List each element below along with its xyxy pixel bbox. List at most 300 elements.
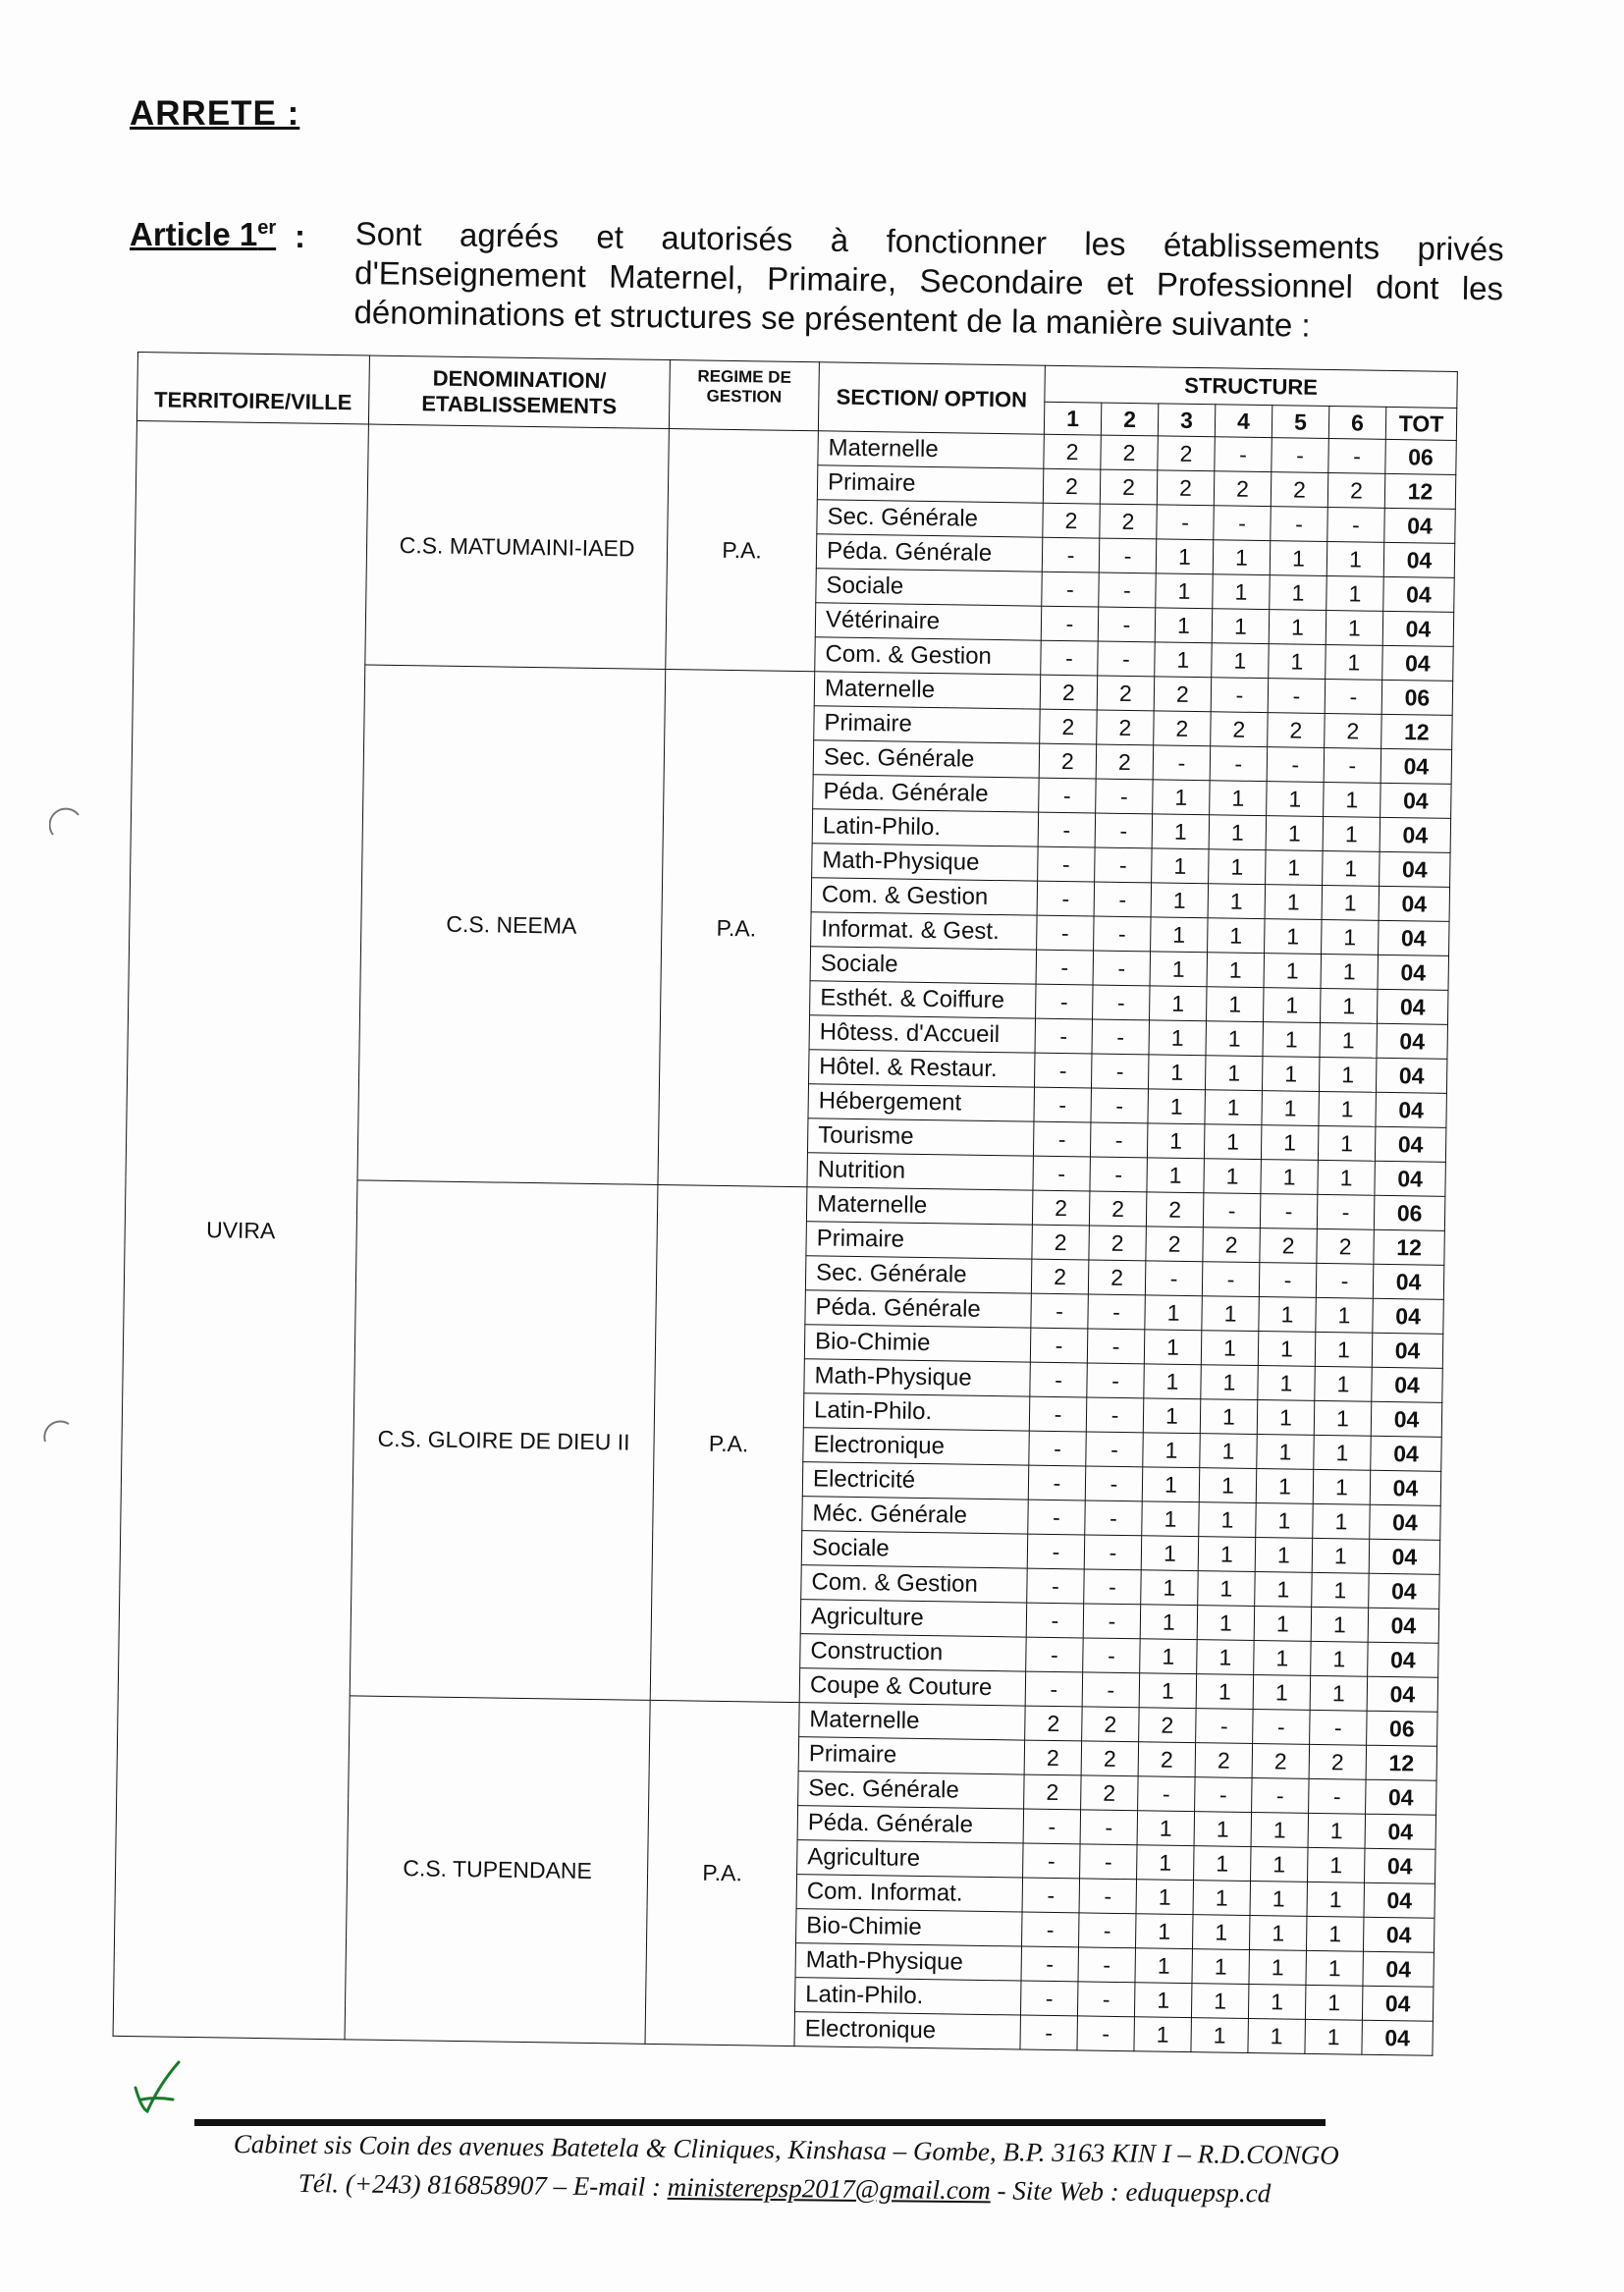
total-cell: 12 xyxy=(1366,1745,1437,1780)
header-regime: REGIME DE GESTION xyxy=(669,360,819,431)
total-cell: 04 xyxy=(1377,989,1448,1024)
structure-cell-3: 1 xyxy=(1142,1501,1200,1537)
total-cell: 04 xyxy=(1384,508,1456,543)
option-cell: Hôtess. d'Accueil xyxy=(809,1015,1035,1053)
structure-cell-2: - xyxy=(1091,1088,1149,1123)
option-cell: Primaire xyxy=(817,465,1043,503)
total-cell: 04 xyxy=(1382,645,1454,681)
structure-cell-4: 1 xyxy=(1200,1434,1258,1469)
structure-cell-2: 2 xyxy=(1089,1226,1147,1261)
structure-cell-2: 2 xyxy=(1096,744,1154,780)
structure-cell-2: - xyxy=(1099,538,1157,573)
structure-cell-2: - xyxy=(1090,1122,1148,1158)
option-cell: Tourisme xyxy=(807,1119,1033,1156)
structure-cell-6: 1 xyxy=(1326,575,1384,611)
structure-cell-3: - xyxy=(1157,505,1215,540)
structure-cell-6: 1 xyxy=(1322,885,1380,920)
structure-cell-4: 1 xyxy=(1204,1124,1262,1160)
option-cell: Agriculture xyxy=(800,1600,1026,1637)
structure-cell-5: 1 xyxy=(1251,1812,1309,1847)
total-cell: 04 xyxy=(1375,1126,1446,1162)
structure-cell-1: 2 xyxy=(1024,1740,1082,1775)
structure-cell-3: 1 xyxy=(1134,1983,1192,2018)
structure-cell-1: 2 xyxy=(1031,1259,1089,1294)
article-colon: : xyxy=(295,218,305,254)
option-cell: Com. & Gestion xyxy=(801,1565,1027,1603)
header-structure: STRUCTURE xyxy=(1045,365,1458,408)
structure-cell-2: 2 xyxy=(1097,710,1155,745)
school-name-cell: C.S. MATUMAINI-IAED xyxy=(365,424,670,670)
structure-cell-4: 1 xyxy=(1194,1846,1252,1882)
structure-cell-2: - xyxy=(1086,1432,1144,1467)
structure-cell-4: 1 xyxy=(1212,609,1270,644)
punch-hole-mark-icon xyxy=(39,1420,73,1453)
structure-cell-3: 1 xyxy=(1135,1948,1193,1984)
structure-cell-3: 1 xyxy=(1153,780,1211,815)
structure-cell-4: 1 xyxy=(1198,1571,1256,1607)
structure-cell-1: - xyxy=(1041,606,1099,641)
structure-cell-3: 1 xyxy=(1143,1398,1201,1434)
option-cell: Construction xyxy=(800,1634,1026,1671)
structure-cell-3: 1 xyxy=(1148,1089,1206,1124)
structure-cell-1: - xyxy=(1023,1809,1081,1844)
option-cell: Sec. Générale xyxy=(805,1256,1031,1293)
structure-cell-5: 1 xyxy=(1262,1057,1320,1092)
structure-cell-4: 1 xyxy=(1193,1881,1251,1916)
total-cell: 04 xyxy=(1373,1298,1444,1334)
school-name-cell: C.S. NEEMA xyxy=(357,665,666,1184)
structure-cell-1: 2 xyxy=(1032,1225,1090,1260)
regime-cell: P.A. xyxy=(666,429,819,672)
total-cell: 04 xyxy=(1380,748,1452,784)
school-name-cell: C.S. TUPENDANE xyxy=(345,1696,650,2045)
structure-cell-1: 2 xyxy=(1032,1190,1090,1226)
structure-cell-2: - xyxy=(1098,607,1156,642)
structure-cell-4: - xyxy=(1203,1193,1261,1228)
structure-cell-1: - xyxy=(1042,572,1100,607)
total-cell: 04 xyxy=(1380,851,1451,887)
option-cell: Math-Physique xyxy=(812,844,1038,881)
header-territoire: TERRITOIRE/VILLE xyxy=(136,353,369,424)
structure-cell-5: 1 xyxy=(1256,1503,1314,1539)
structure-cell-3: 1 xyxy=(1148,1055,1206,1090)
structure-cell-6: 2 xyxy=(1309,1744,1367,1779)
total-cell: 04 xyxy=(1375,1161,1446,1196)
structure-cell-2: - xyxy=(1093,951,1151,986)
structure-cell-2: - xyxy=(1079,1913,1137,1948)
structure-cell-4: 1 xyxy=(1205,1090,1263,1125)
structure-cell-2: - xyxy=(1085,1501,1143,1536)
structure-cell-5: 1 xyxy=(1270,541,1327,576)
punch-hole-mark-icon xyxy=(49,805,82,839)
structure-cell-1: - xyxy=(1027,1534,1085,1569)
structure-cell-1: 2 xyxy=(1040,675,1098,710)
total-cell: 12 xyxy=(1374,1229,1445,1265)
structure-table-wrapper xyxy=(113,352,1458,2056)
structure-cell-2: - xyxy=(1079,1879,1137,1914)
structure-cell-5: 1 xyxy=(1269,644,1326,680)
structure-cell-2: - xyxy=(1094,882,1152,917)
structure-cell-2: - xyxy=(1080,1844,1138,1880)
structure-cell-6: 1 xyxy=(1320,1022,1378,1058)
structure-cell-6: 1 xyxy=(1306,1950,1364,1986)
structure-cell-4: 1 xyxy=(1194,1812,1252,1847)
structure-cell-2: - xyxy=(1083,1638,1141,1673)
structure-cell-6: 1 xyxy=(1308,1813,1366,1848)
total-cell: 04 xyxy=(1373,1264,1444,1299)
footer-contact xyxy=(298,2168,1418,2210)
total-cell: 04 xyxy=(1368,1608,1439,1643)
structure-cell-5: 1 xyxy=(1250,1881,1308,1916)
option-cell: Maternelle xyxy=(818,431,1044,468)
structure-cell-2: - xyxy=(1095,847,1153,883)
option-cell: Primaire xyxy=(798,1737,1024,1774)
structure-cell-4: 2 xyxy=(1195,1743,1253,1778)
footer-divider xyxy=(194,2119,1326,2126)
structure-cell-2: - xyxy=(1086,1397,1144,1433)
structure-cell-6: - xyxy=(1309,1778,1367,1814)
structure-cell-3: 2 xyxy=(1139,1708,1197,1743)
header-col-4: 4 xyxy=(1215,405,1272,438)
structure-cell-3: 1 xyxy=(1152,814,1210,849)
structure-cell-5: 1 xyxy=(1257,1435,1315,1470)
option-cell: Péda. Générale xyxy=(797,1806,1023,1843)
structure-cell-2: 2 xyxy=(1101,435,1159,470)
total-cell: 04 xyxy=(1365,1848,1436,1883)
option-cell: Sec. Générale xyxy=(813,740,1039,778)
structure-cell-1: - xyxy=(1033,1121,1091,1157)
structure-cell-3: - xyxy=(1138,1776,1196,1812)
structure-cell-1: - xyxy=(1038,846,1096,882)
structure-cell-6: 1 xyxy=(1326,644,1383,680)
structure-cell-1: - xyxy=(1037,915,1095,951)
school-name-cell: C.S. GLOIRE DE DIEU II xyxy=(350,1180,658,1700)
option-cell: Maternelle xyxy=(799,1703,1025,1740)
structure-cell-5: 1 xyxy=(1266,816,1324,851)
option-cell: Electricité xyxy=(802,1462,1028,1500)
structure-cell-6: 1 xyxy=(1313,1503,1371,1539)
structure-cell-2: - xyxy=(1087,1363,1145,1398)
structure-cell-1: 2 xyxy=(1024,1774,1082,1810)
footer-address: Cabinet sis Coin des avenues Batetela & Cliniques, Kinshasa – Gombe, B.P. 3163 KIN I – R.D.CONGO xyxy=(233,2129,1339,2170)
structure-cell-4: 1 xyxy=(1197,1640,1255,1675)
structure-cell-6: 1 xyxy=(1320,988,1378,1023)
structure-cell-6: 1 xyxy=(1321,954,1379,989)
total-cell: 04 xyxy=(1380,817,1451,852)
option-cell: Bio-Chimie xyxy=(796,1909,1022,1946)
structure-cell-3: 1 xyxy=(1155,608,1213,643)
total-cell: 04 xyxy=(1366,1779,1437,1815)
article-label xyxy=(130,216,276,253)
structure-cell-4: 1 xyxy=(1200,1399,1258,1435)
option-cell: Maternelle xyxy=(806,1187,1032,1225)
option-cell: Esthét. & Coiffure xyxy=(810,981,1036,1018)
total-cell: 12 xyxy=(1384,473,1456,509)
option-cell: Hôtel. & Restaur. xyxy=(809,1050,1035,1087)
header-col-3: 3 xyxy=(1158,404,1215,437)
structure-cell-1: - xyxy=(1026,1637,1084,1672)
structure-cell-5: 1 xyxy=(1257,1400,1315,1436)
option-cell: Agriculture xyxy=(797,1840,1023,1878)
territoire-cell: UVIRA xyxy=(113,420,368,2039)
structure-cell-4: 1 xyxy=(1191,2018,1249,2053)
header-col-5: 5 xyxy=(1272,406,1328,439)
structure-cell-3: 1 xyxy=(1156,539,1214,574)
structure-cell-3: 1 xyxy=(1137,1811,1195,1846)
structure-cell-3: - xyxy=(1145,1261,1203,1296)
structure-cell-3: 1 xyxy=(1156,573,1214,609)
option-cell: Primaire xyxy=(814,706,1040,743)
option-cell: Sec. Générale xyxy=(817,500,1043,537)
structure-cell-4: 1 xyxy=(1207,953,1265,988)
structure-cell-6: 1 xyxy=(1315,1366,1373,1401)
structure-cell-1: - xyxy=(1042,537,1100,573)
option-cell: Math-Physique xyxy=(804,1359,1030,1396)
structure-cell-5: 1 xyxy=(1264,988,1322,1023)
structure-cell-6: - xyxy=(1325,679,1382,714)
structure-cell-1: - xyxy=(1037,881,1095,916)
structure-cell-3: 1 xyxy=(1139,1673,1197,1709)
structure-cell-3: 1 xyxy=(1140,1605,1198,1640)
structure-cell-6: 1 xyxy=(1323,850,1380,886)
structure-cell-1: - xyxy=(1034,1087,1092,1122)
structure-cell-5: 1 xyxy=(1270,575,1327,611)
structure-cell-6: 1 xyxy=(1315,1332,1373,1367)
structure-cell-3: 1 xyxy=(1135,1914,1193,1949)
option-cell: Latin-Philo. xyxy=(794,1978,1020,2015)
structure-cell-2: - xyxy=(1084,1569,1142,1605)
total-cell: 04 xyxy=(1372,1333,1443,1368)
structure-cell-1: - xyxy=(1021,1946,1079,1982)
option-cell: Com. & Gestion xyxy=(815,637,1041,675)
structure-cell-5: 1 xyxy=(1258,1332,1316,1367)
option-cell: Vétérinaire xyxy=(815,603,1041,640)
structure-cell-6: 1 xyxy=(1305,1985,1363,2020)
structure-cell-2: 2 xyxy=(1097,676,1155,711)
structure-cell-5: 1 xyxy=(1251,1846,1309,1882)
structure-cell-5: 1 xyxy=(1249,1915,1307,1950)
option-cell: Hébergement xyxy=(808,1084,1034,1121)
total-cell: 06 xyxy=(1381,680,1453,715)
structure-cell-1: 2 xyxy=(1039,743,1097,779)
structure-cell-3: 1 xyxy=(1151,917,1209,953)
structure-cell-2: - xyxy=(1080,1810,1138,1845)
structure-cell-5: 1 xyxy=(1248,1984,1306,2019)
structure-cell-3: 1 xyxy=(1141,1570,1199,1606)
structure-cell-4: 1 xyxy=(1208,918,1266,954)
structure-cell-2: - xyxy=(1096,779,1154,814)
option-cell: Péda. Générale xyxy=(816,534,1042,572)
total-cell: 06 xyxy=(1367,1711,1438,1746)
structure-cell-6: - xyxy=(1317,1194,1375,1229)
structure-cell-2: - xyxy=(1083,1604,1141,1639)
footer-email-link[interactable]: ministerepsp2017@gmail.com xyxy=(667,2171,991,2206)
structure-cell-6: 1 xyxy=(1326,610,1383,645)
structure-cell-3: 2 xyxy=(1158,436,1216,471)
structure-cell-2: 2 xyxy=(1088,1260,1146,1295)
structure-cell-6: 1 xyxy=(1326,541,1384,576)
structure-cell-6: 1 xyxy=(1306,1916,1364,1951)
option-cell: Sociale xyxy=(801,1531,1027,1568)
structure-cell-6: 1 xyxy=(1311,1607,1369,1642)
total-cell: 04 xyxy=(1379,920,1450,955)
structure-cell-5: - xyxy=(1260,1194,1318,1229)
structure-cell-6: - xyxy=(1328,439,1386,474)
structure-cell-5: 1 xyxy=(1267,782,1325,817)
total-cell: 04 xyxy=(1376,1058,1447,1093)
structure-cell-5: 1 xyxy=(1262,1091,1320,1126)
total-cell: 04 xyxy=(1362,1986,1434,2021)
option-cell: Coupe & Couture xyxy=(799,1668,1025,1706)
total-cell: 04 xyxy=(1365,1814,1436,1849)
structure-cell-1: - xyxy=(1028,1465,1086,1501)
structure-cell-1: - xyxy=(1028,1500,1086,1535)
structure-cell-1: - xyxy=(1023,1843,1081,1879)
total-cell: 04 xyxy=(1367,1676,1438,1712)
option-cell: Méc. Générale xyxy=(802,1497,1028,1534)
structure-cell-3: 1 xyxy=(1137,1845,1195,1881)
structure-cell-5: 2 xyxy=(1268,713,1326,748)
structure-cell-2: 2 xyxy=(1081,1775,1139,1811)
structure-cell-1: 2 xyxy=(1043,468,1101,504)
structure-cell-6: 1 xyxy=(1319,1091,1377,1126)
total-cell: 04 xyxy=(1376,1092,1447,1127)
structure-cell-6: 1 xyxy=(1313,1469,1371,1504)
structure-cell-3: 2 xyxy=(1146,1227,1204,1262)
structure-cell-2: - xyxy=(1091,1054,1149,1089)
structure-cell-6: - xyxy=(1327,508,1385,543)
structure-cell-6: 2 xyxy=(1327,473,1385,509)
structure-cell-3: 1 xyxy=(1144,1330,1202,1365)
structure-cell-2: 2 xyxy=(1100,504,1158,539)
option-cell: Sociale xyxy=(810,947,1036,984)
total-cell: 04 xyxy=(1378,955,1449,990)
structure-cell-6: 1 xyxy=(1312,1538,1370,1573)
structure-cell-1: 2 xyxy=(1040,709,1098,744)
structure-cell-6: 1 xyxy=(1307,1882,1365,1917)
structure-cell-1: - xyxy=(1035,1018,1093,1054)
total-cell: 06 xyxy=(1385,439,1457,474)
structure-cell-5: 1 xyxy=(1266,850,1324,886)
structure-cell-4: 1 xyxy=(1191,1984,1249,2019)
structure-cell-3: 1 xyxy=(1147,1158,1205,1193)
structure-cell-4: 2 xyxy=(1203,1228,1261,1263)
structure-cell-1: - xyxy=(1034,1053,1092,1088)
total-cell: 04 xyxy=(1377,1023,1448,1059)
structure-cell-2: 2 xyxy=(1089,1191,1147,1227)
structure-cell-4: 1 xyxy=(1207,987,1265,1022)
structure-cell-6: 1 xyxy=(1314,1400,1372,1436)
structure-cell-6: 1 xyxy=(1305,2019,1363,2054)
structure-cell-4: 1 xyxy=(1199,1468,1257,1503)
total-cell: 04 xyxy=(1370,1470,1441,1505)
structure-cell-4: 1 xyxy=(1212,643,1270,679)
structure-cell-4: 1 xyxy=(1197,1606,1255,1641)
structure-cell-4: 1 xyxy=(1201,1331,1259,1366)
structure-cell-5: 1 xyxy=(1265,885,1323,920)
structure-cell-3: 1 xyxy=(1144,1364,1202,1399)
structure-cell-3: 2 xyxy=(1154,677,1212,712)
total-cell: 04 xyxy=(1383,576,1455,612)
structure-cell-5: 1 xyxy=(1255,1572,1313,1608)
handwritten-initial-icon xyxy=(122,2052,210,2121)
structure-cell-4: 1 xyxy=(1198,1537,1256,1572)
structure-cell-1: - xyxy=(1030,1328,1088,1363)
option-cell: Sociale xyxy=(816,569,1042,606)
structure-cell-5: - xyxy=(1252,1777,1310,1813)
structure-cell-4: - xyxy=(1215,437,1272,472)
structure-cell-5: 1 xyxy=(1261,1125,1319,1161)
structure-cell-5: 1 xyxy=(1256,1469,1314,1504)
option-cell: Electronique xyxy=(803,1428,1029,1465)
structure-cell-6: 1 xyxy=(1323,816,1380,851)
structure-cell-6: 1 xyxy=(1308,1847,1366,1883)
structure-cell-4: - xyxy=(1211,678,1269,713)
option-cell: Latin-Philo. xyxy=(803,1393,1029,1431)
structure-cell-2: - xyxy=(1094,916,1152,952)
structure-cell-2: 2 xyxy=(1081,1741,1139,1776)
option-cell: Electronique xyxy=(794,2012,1020,2049)
structure-cell-1: - xyxy=(1036,984,1094,1019)
structure-cell-5: 2 xyxy=(1260,1228,1318,1264)
structure-cell-4: 1 xyxy=(1213,540,1271,575)
structure-cell-2: - xyxy=(1092,1019,1150,1055)
structure-cell-6: 1 xyxy=(1324,782,1381,817)
structure-cell-1: 2 xyxy=(1025,1706,1083,1741)
structure-cell-4: - xyxy=(1202,1262,1260,1297)
total-cell: 04 xyxy=(1383,542,1455,577)
structure-cell-1: - xyxy=(1029,1396,1087,1432)
structure-cell-3: 1 xyxy=(1143,1433,1201,1468)
structure-cell-4: - xyxy=(1214,506,1272,541)
structure-cell-2: - xyxy=(1090,1157,1148,1192)
structure-cell-4: - xyxy=(1195,1777,1253,1813)
article-label-sup: er xyxy=(257,217,277,239)
structure-cell-2: 2 xyxy=(1082,1707,1140,1742)
total-cell: 04 xyxy=(1370,1504,1441,1540)
article-label-text: Article 1 xyxy=(130,216,258,252)
structure-cell-3: 1 xyxy=(1150,986,1208,1021)
option-cell: Nutrition xyxy=(807,1153,1033,1190)
structure-cell-4: - xyxy=(1196,1709,1254,1744)
structure-cell-5: 1 xyxy=(1265,919,1323,955)
structure-cell-4: 1 xyxy=(1210,781,1268,816)
structure-cell-5: 1 xyxy=(1249,1949,1307,1985)
total-cell: 04 xyxy=(1363,1917,1435,1952)
structure-cell-5: 1 xyxy=(1269,610,1326,645)
structure-cell-2: - xyxy=(1077,2016,1135,2051)
structure-cell-3: 1 xyxy=(1134,2017,1192,2052)
structure-cell-1: 2 xyxy=(1044,434,1102,469)
option-cell: Péda. Générale xyxy=(813,775,1039,812)
regime-cell: P.A. xyxy=(658,670,815,1187)
structure-cell-5: 1 xyxy=(1258,1366,1316,1401)
total-cell: 06 xyxy=(1374,1195,1445,1230)
structure-cell-3: 1 xyxy=(1150,952,1208,987)
structure-cell-4: 1 xyxy=(1208,884,1266,919)
footer-website: - Site Web : eduquepsp.cd xyxy=(990,2175,1272,2209)
total-cell: 04 xyxy=(1379,886,1450,921)
structure-cell-3: 1 xyxy=(1155,642,1213,678)
option-cell: Primaire xyxy=(806,1222,1032,1259)
structure-cell-3: 1 xyxy=(1147,1123,1205,1159)
structure-cell-2: - xyxy=(1084,1535,1142,1570)
structure-cell-5: 1 xyxy=(1259,1297,1317,1333)
article-body: Sont agréés et autorisés à fonctionner les établissements privés d'Enseignement Maternel, Primaire, Secondaire et Professionnel dont les dénominations et structures se présentent de la manière suivante : xyxy=(353,214,1504,344)
structure-cell-4: 1 xyxy=(1209,815,1267,850)
structure-cell-1: - xyxy=(1020,1981,1078,2016)
structure-cell-5: - xyxy=(1268,679,1326,714)
